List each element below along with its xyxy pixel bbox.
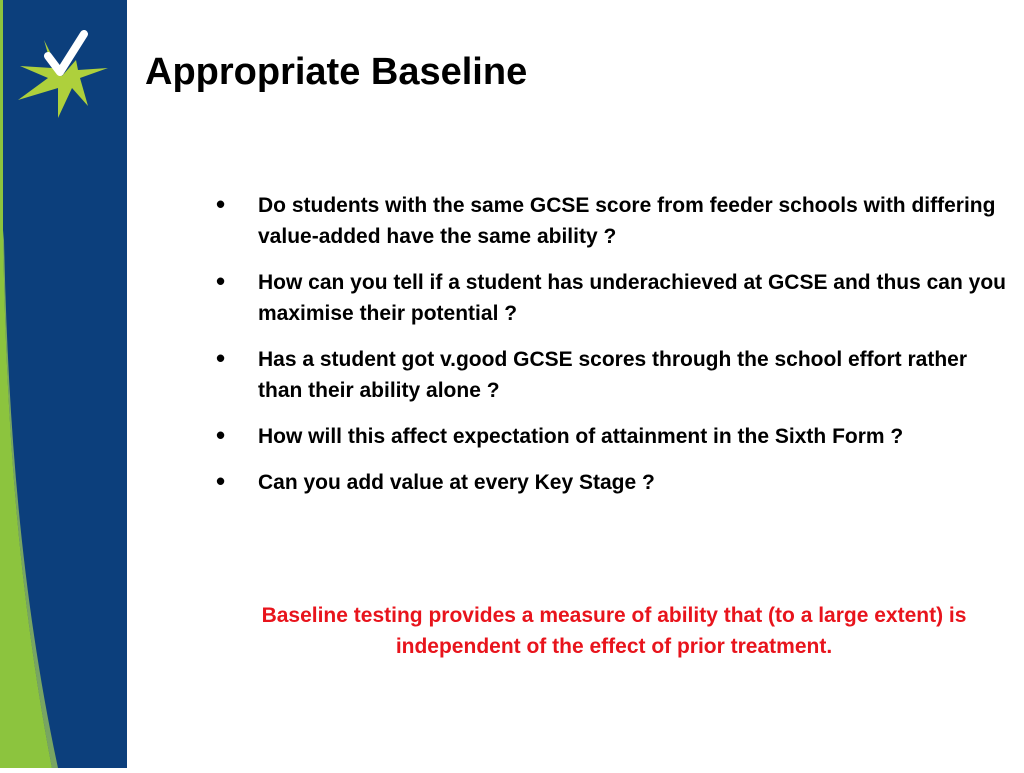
bullet-text: Can you add value at every Key Stage ?: [258, 471, 655, 494]
bullet-item: [212, 190, 1012, 252]
star-check-logo-icon: [14, 30, 110, 122]
bullet-item: [212, 421, 1012, 452]
bullet-dot: •: [216, 420, 226, 450]
bullet-item: [212, 267, 1012, 329]
bullet-item: [212, 467, 1012, 498]
logo-star-shape: [18, 40, 108, 118]
bullet-text: How can you tell if a student has underachieved at GCSE and thus can you maximise their potential ?: [258, 271, 1006, 325]
bullet-dot: •: [216, 343, 226, 373]
bullet-dot: •: [216, 189, 226, 219]
bullet-dot: •: [216, 466, 226, 496]
logo-checkmark: [48, 34, 84, 72]
bullet-dot: •: [216, 266, 226, 296]
slide-title: Appropriate Baseline: [145, 51, 528, 93]
bullet-text: Has a student got v.good GCSE scores through the school effort rather than their ability alone ?: [258, 348, 968, 402]
bullet-text: How will this affect expectation of attainment in the Sixth Form ?: [258, 425, 904, 448]
bullet-item: [212, 344, 1012, 406]
bullet-text: Do students with the same GCSE score from feeder schools with differing value-added have the same ability ?: [258, 194, 996, 248]
bullet-list: [212, 190, 1012, 513]
conclusion-statement: Baseline testing provides a measure of ability that (to a large extent) is independent of the effect of prior treatment.: [261, 604, 967, 658]
